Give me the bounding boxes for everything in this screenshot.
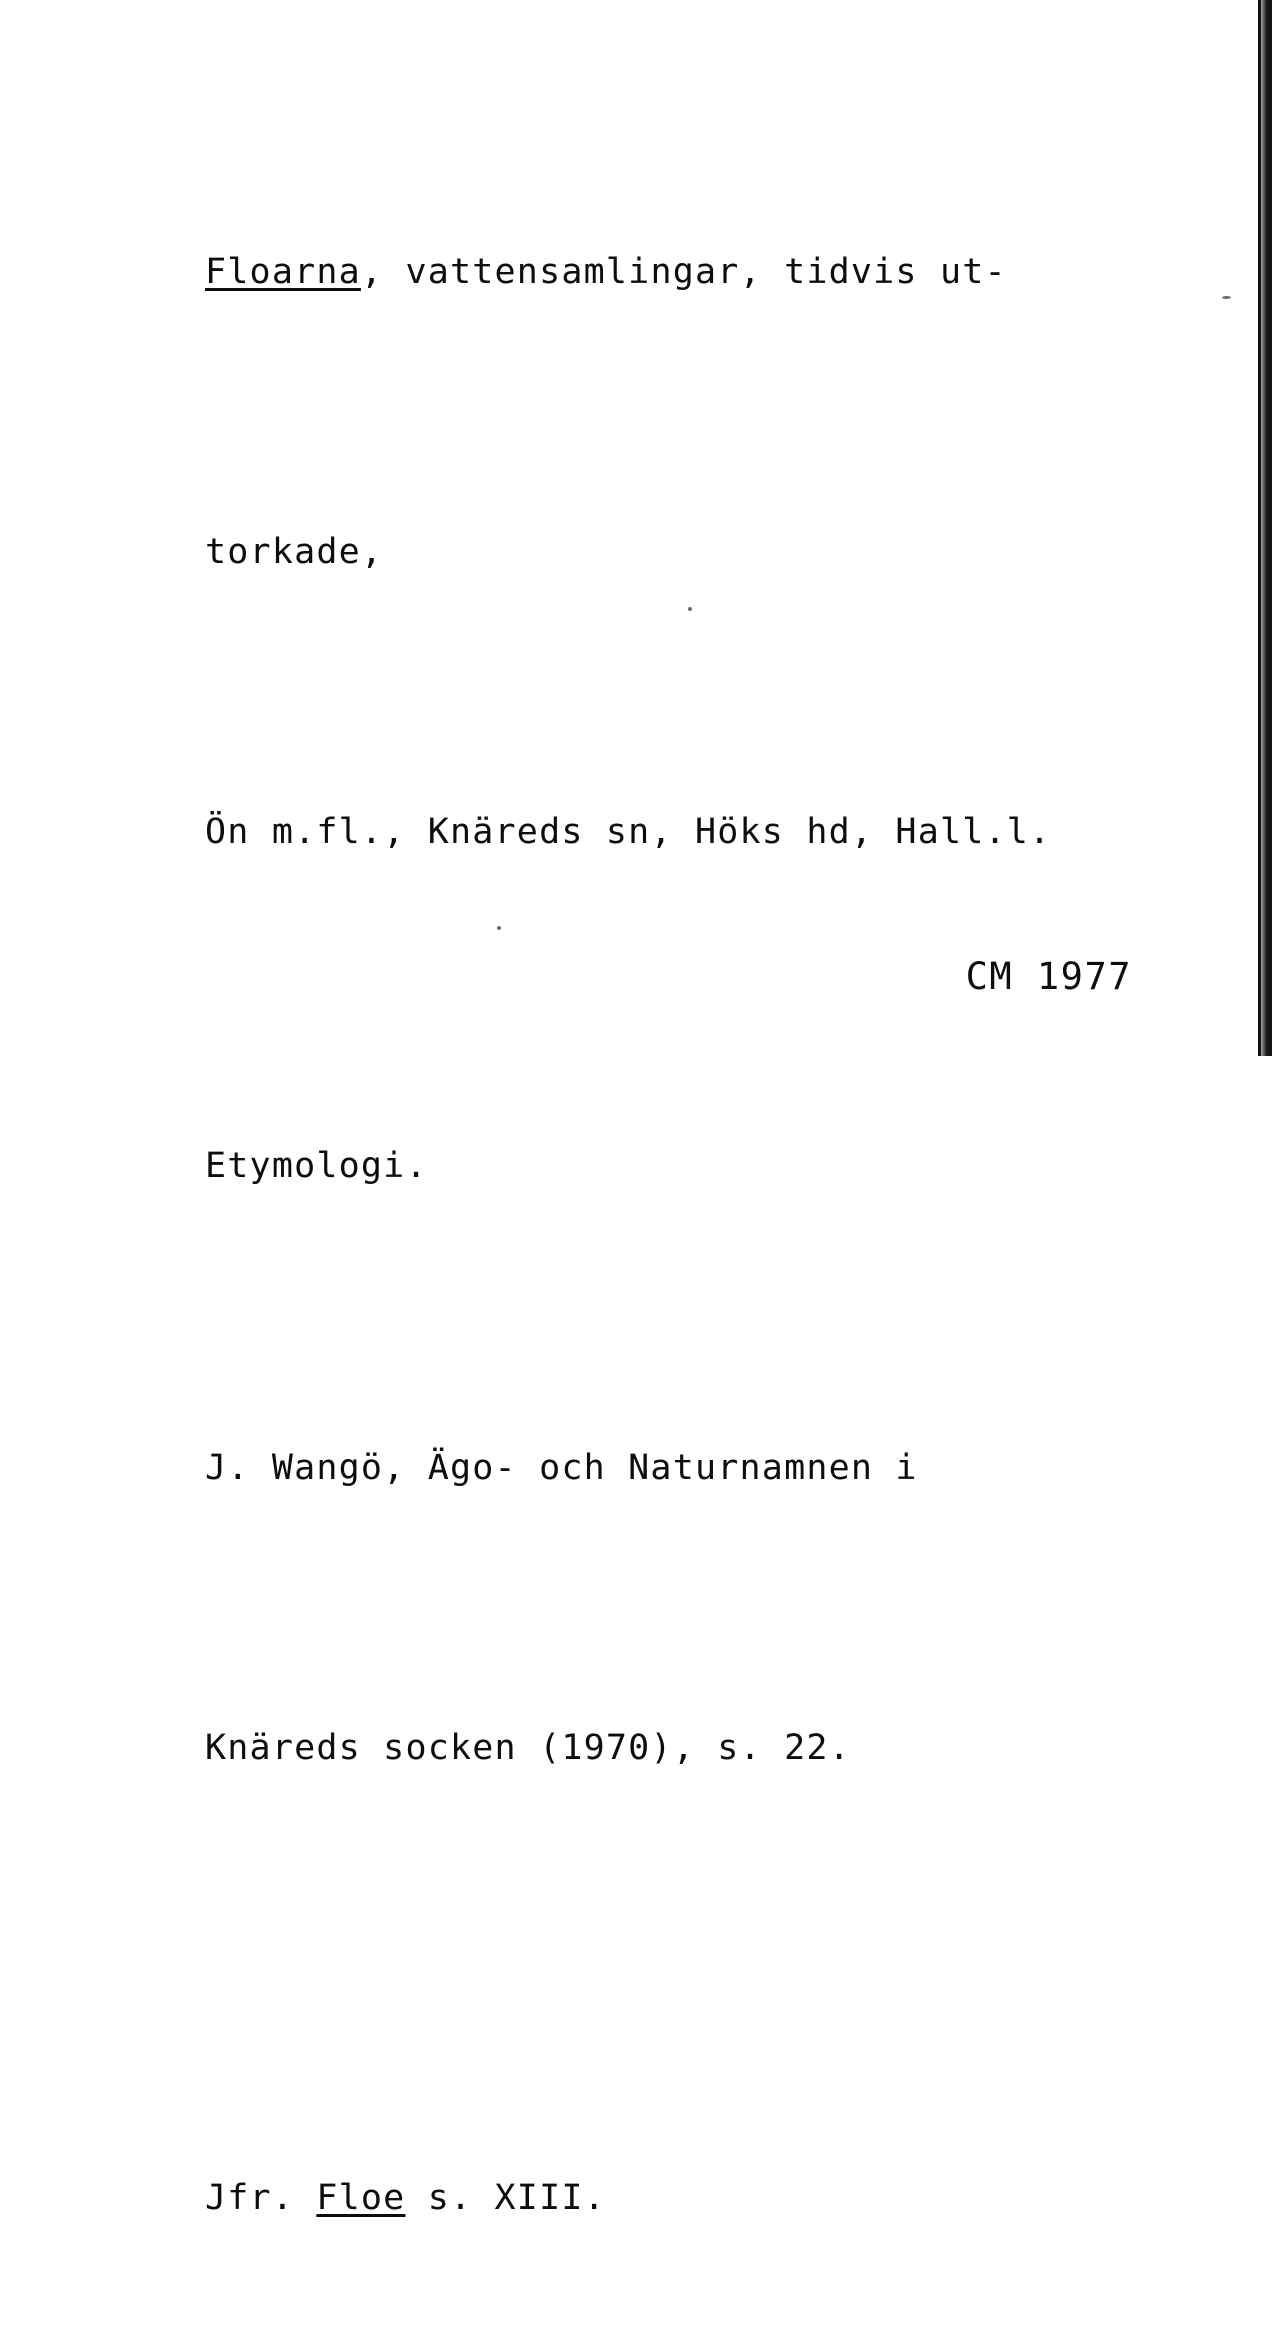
cross-reference-suffix: s. XIII. — [405, 2178, 606, 2218]
spacer — [205, 2030, 1245, 2076]
section-label: Etymologi. — [205, 1146, 428, 1186]
reference-line-2: Knäreds socken (1970), s. 22. — [205, 1728, 851, 1768]
signature: CM 1977 — [965, 955, 1132, 998]
card-text-block — [205, 150, 1245, 2332]
reference-line-1: J. Wangö, Ägo- och Naturnamnen i — [205, 1448, 918, 1488]
spacer — [205, 1882, 1245, 1960]
definition-continuation: torkade, — [205, 532, 384, 572]
binding-edge-line — [1258, 0, 1261, 1056]
headword-definition: , vattensamlingar, tidvis ut- — [360, 252, 1007, 292]
cross-reference-term: Floe — [316, 2178, 406, 2218]
location-line: Ön m.fl., Knäreds sn, Höks hd, Hall.l. — [205, 812, 1052, 852]
spacer — [205, 1300, 1245, 1346]
cross-reference-line — [205, 2178, 1245, 2227]
spacer — [205, 1602, 1245, 1626]
spacer — [205, 686, 1245, 710]
spacer — [205, 406, 1245, 430]
headword-line — [205, 252, 1245, 301]
cross-reference-prefix: Jfr. — [205, 2178, 317, 2218]
headword: Floarna — [205, 252, 361, 292]
